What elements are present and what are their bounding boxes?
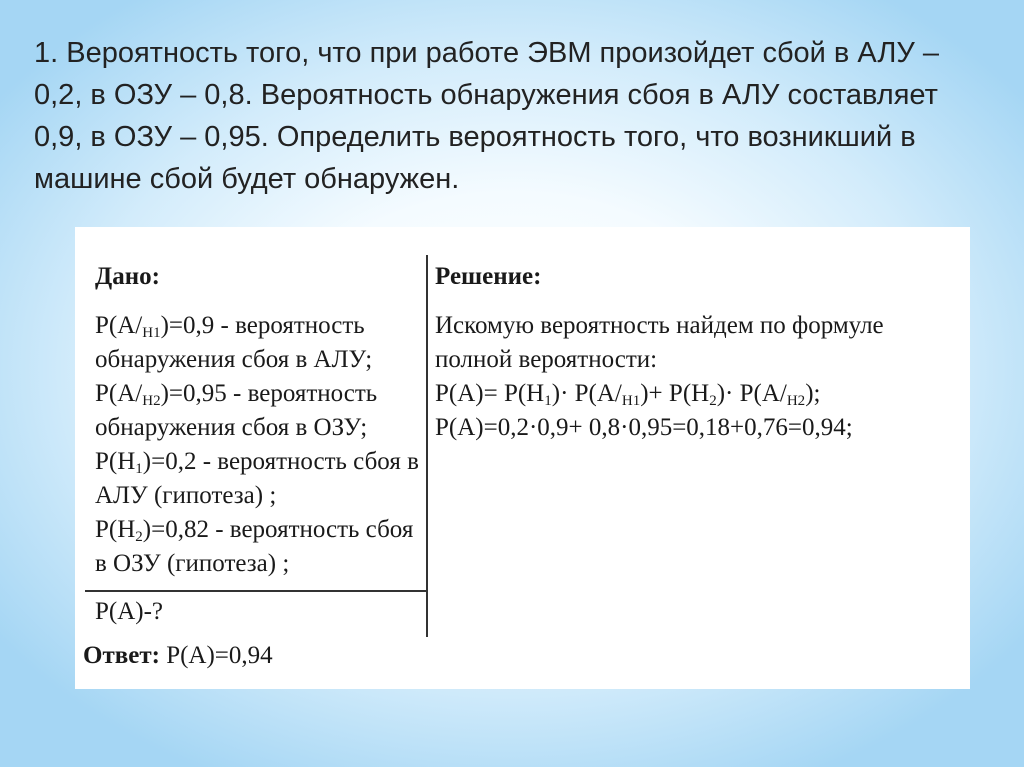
solution-intro: Искомую вероятность найдем по формуле полной вероятности:	[435, 312, 884, 373]
answer-value: P(A)=0,94	[159, 642, 273, 669]
given-item-p-a-h2: $P(A/_{H2})=0,95$ - вероятность обнаружения сбоя в ОЗУ;	[95, 380, 378, 441]
unknown-quantity: P(A)-?	[95, 598, 164, 625]
answer-line	[83, 639, 273, 673]
given-item-p-a-h1: $P(A/_{H1})=0,9$ - вероятность обнаружения сбоя в АЛУ;	[95, 312, 373, 373]
solution-calculation: P(A)=0,2·0,9+ 0,8·0,95=0,18+0,76=0,94;	[435, 414, 853, 441]
solution-panel	[75, 227, 970, 689]
problem-statement: 1. Вероятность того, что при работе ЭВМ произойдет сбой в АЛУ – 0,2, в ОЗУ – 0,8. Вероятность обнаружения сбоя в АЛУ составляет 0,9, в ОЗУ – 0,95. Определить вероятность того, что возникший в машине сбой будет обнаружен.	[34, 37, 940, 195]
answer-label: Ответ:	[83, 642, 160, 669]
table-column-divider	[426, 255, 428, 637]
total-probability-formula: $P(A)= P(H_1)\cdot P(A/_{H1})+ P(H_2)\cdot P(A/_{H2})$;	[435, 380, 821, 409]
given-heading: Дано:	[95, 263, 160, 290]
table-row-divider	[85, 590, 427, 592]
given-item-p-h1: $P(H_1)=0,2$ - вероятность сбоя в АЛУ (гипотеза) ;	[95, 448, 419, 509]
given-item-p-h2: $P(H_2)=0,82$ - вероятность сбоя в ОЗУ (гипотеза) ;	[95, 516, 414, 577]
solution-body	[435, 309, 955, 445]
solution-heading: Решение:	[435, 263, 542, 290]
given-list	[95, 309, 425, 581]
